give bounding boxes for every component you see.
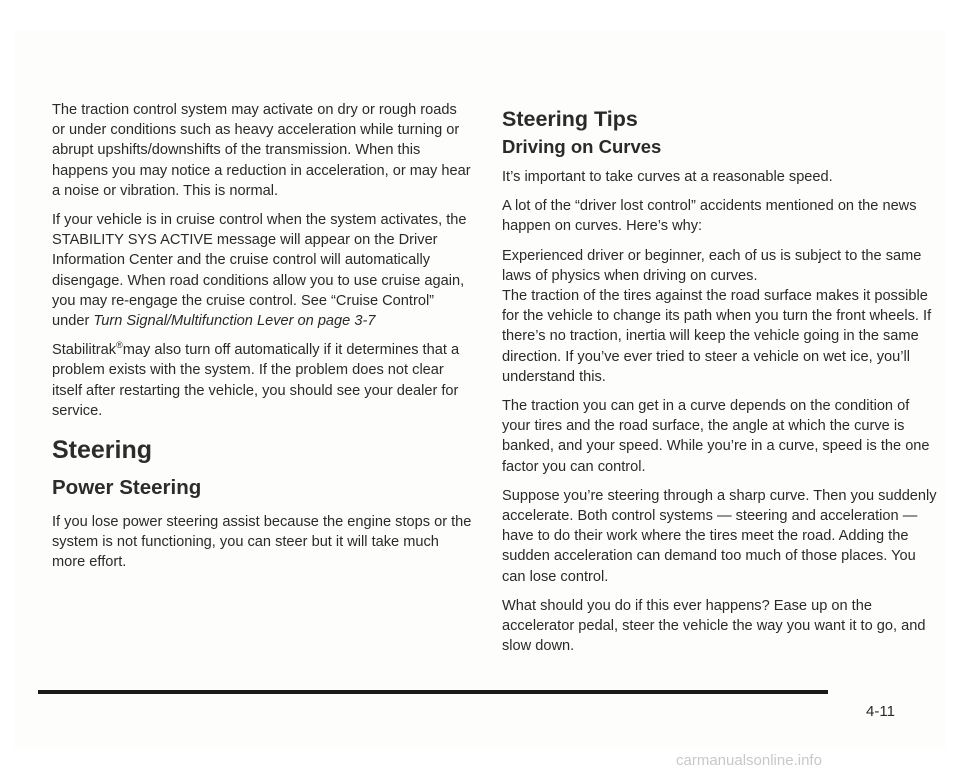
registered-mark: ® — [116, 340, 123, 351]
stabilitrak-text: may also turn off automatically if it determines that a problem exists with the system. If the problem does not clear itself after restarting the vehicle, you should see your dealer for service. — [52, 342, 460, 419]
cruise-control-text: If your vehicle is in cruise control when the system activates, the STABILITY SYS ACTIVE message will appear on the Driver Information Center and the cruise control will automatically disengage. When road conditions allow you to use cruise again, you may re-engage the cruise control. See “Cruise Control” under — [52, 212, 467, 330]
right-column — [502, 106, 938, 665]
steering-tips-heading: Steering Tips — [502, 107, 638, 131]
what-to-do-paragraph: What should you do if this ever happens? Ease up on the accelerator pedal, steer the vehicle the way you want it to go, and slow down. — [502, 597, 926, 655]
footer-rule — [38, 690, 828, 694]
steering-heading: Steering — [52, 436, 153, 465]
page-number: 4-11 — [866, 703, 895, 720]
curves-speed-paragraph: It’s important to take curves at a reasonable speed. — [502, 169, 833, 185]
tire-traction-paragraph: The traction of the tires against the road surface makes it possible for the vehicle to change its path when you turn the front wheels. If there’s no traction, inertia will keep the vehicle going in the same direction. If you’ve ever tried to steer a vehicle on wet ice, you’ll understand this. — [502, 288, 932, 385]
stabilitrak-brand: Stabilitrak — [52, 342, 117, 359]
manual-page — [14, 30, 946, 748]
driving-on-curves-heading: Driving on Curves — [502, 136, 662, 157]
power-steering-paragraph: If you lose power steering assist because the engine stops or the system is not functioning, you can steer but it will take much more effort. — [52, 514, 472, 571]
cross-reference-link[interactable]: Turn Signal/Multifunction Lever on page 3-7 — [93, 313, 376, 330]
accidents-paragraph: A lot of the “driver lost control” accidents mentioned on the news happen on curves. Here’s why: — [502, 198, 917, 235]
left-column — [52, 100, 472, 582]
curve-traction-paragraph: The traction you can get in a curve depends on the condition of your tires and the road surface, the angle at which the curve is banked, and your speed. While you’re in a curve, speed is the one factor you can control. — [502, 398, 930, 475]
stabilitrak-paragraph — [52, 340, 472, 421]
traction-control-paragraph: The traction control system may activate on dry or rough roads or under conditions such as heavy acceleration while turning or abrupt upshifts/downshifts of the transmission. When this happens you may notice a reduction in acceleration, or may hear a noise or vibration. This is normal. — [52, 102, 471, 199]
cruise-control-paragraph — [52, 210, 472, 331]
physics-paragraph: Experienced driver or beginner, each of us is subject to the same laws of physics when driving on curves. — [502, 247, 922, 284]
watermark-text: carmanualsonline.info — [676, 752, 822, 769]
sharp-curve-paragraph: Suppose you’re steering through a sharp curve. Then you suddenly accelerate. Both control systems — steering and acceleration — have to do their work where the tires meet the road. Adding the sudden acceleration can demand too much of those places. You can lose control. — [502, 487, 937, 585]
power-steering-heading: Power Steering — [52, 476, 202, 500]
